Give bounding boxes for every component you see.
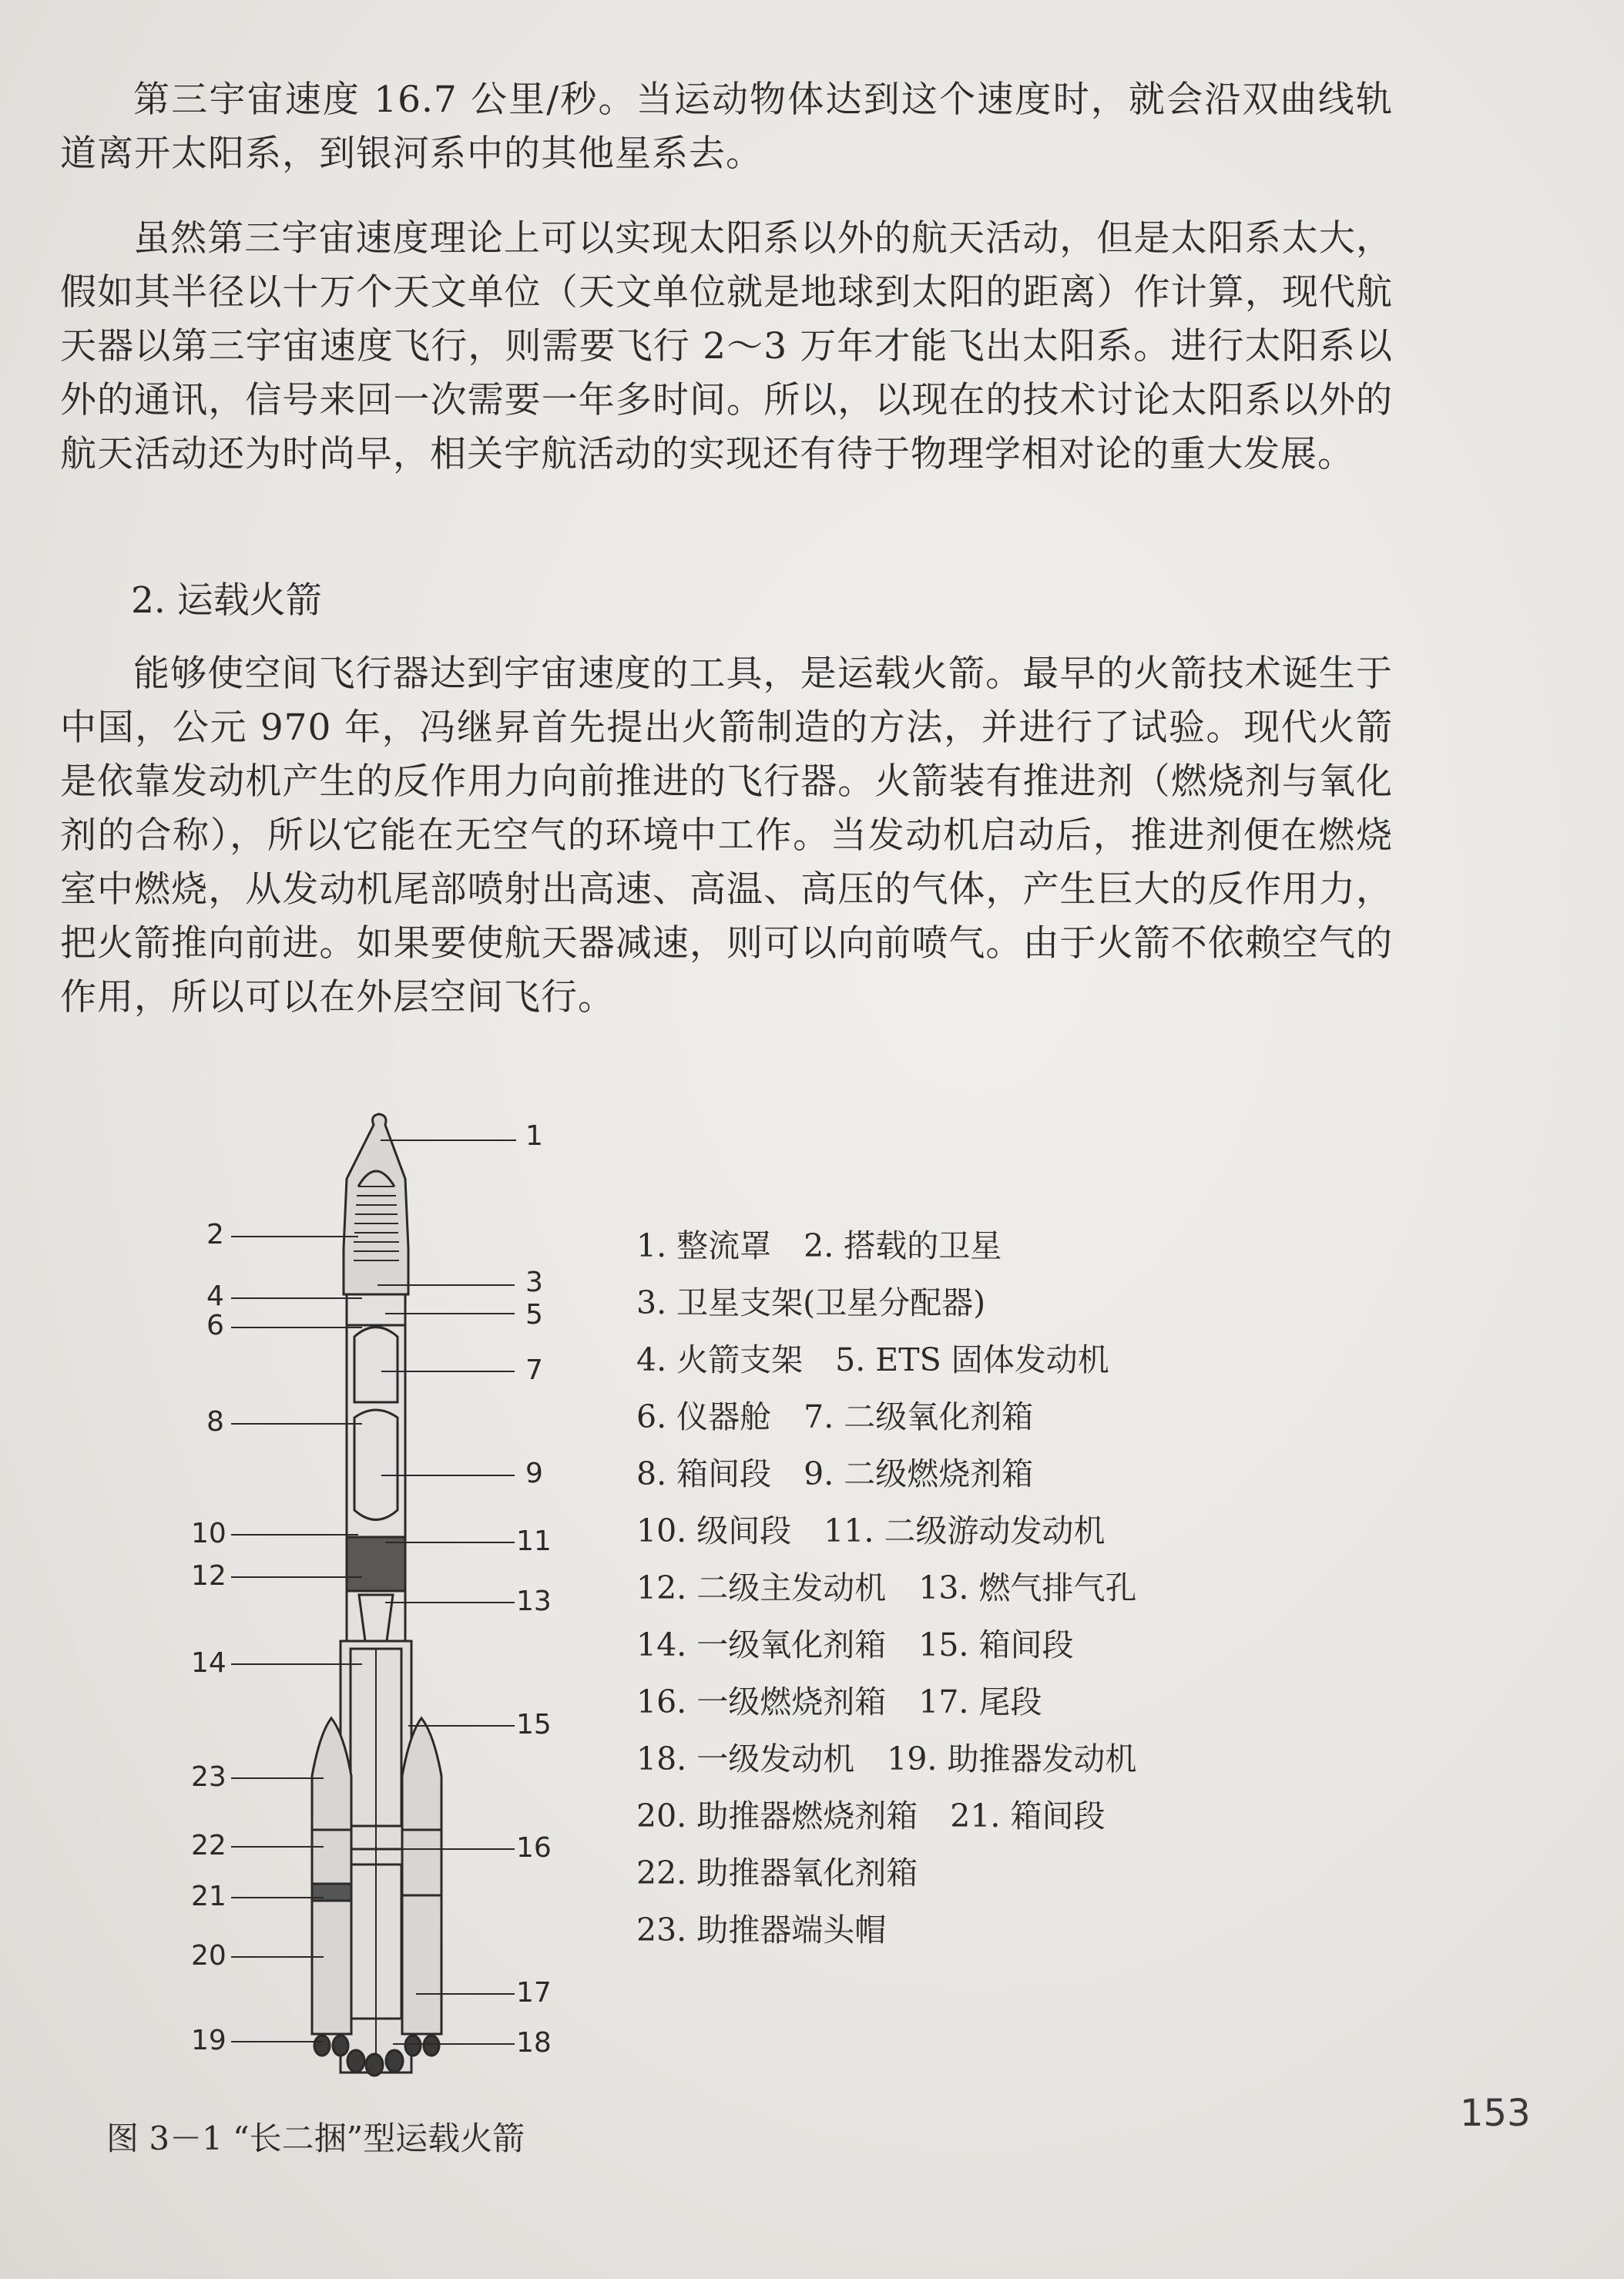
callout-label: 17 [516, 1977, 552, 2009]
figure-caption: 图 3－1 “长二捆”型运载火箭 [106, 2120, 525, 2157]
callout-label: 18 [516, 2027, 552, 2059]
paragraph-3: 能够使空间飞行器达到宇宙速度的工具，是运载火箭。最早的火箭技术诞生于中国，公元 970 年，冯继昇首先提出火箭制造的方法，并进行了试验。现代火箭是依靠发动机产生的反作用力向前推进的飞行器。火箭装有推进剂（燃烧剂与氧化剂的合称），所以它能在无空气的环境中工作。当发动机启动后，推进剂便在燃烧室中燃烧，从发动机尾部喷射出高速、高温、高压的气体，产生巨大的反作用力，把火箭推向前进。如果要使航天器减速，则可以向前喷气。由于火箭不依赖空气的作用，所以可以在外层空间飞行。 [60, 653, 1393, 1019]
legend-item: 5. ETS 固体发动机 [835, 1341, 1109, 1378]
legend-row [636, 1616, 1137, 1673]
legend-item: 15. 箱间段 [918, 1626, 1074, 1663]
callout-label: 1 [525, 1120, 543, 1152]
paragraph-1: 第三宇宙速度 16.7 公里/秒。当运动物体达到这个速度时，就会沿双曲线轨道离开太阳系，到银河系中的其他星系去。 [60, 79, 1393, 175]
legend-item: 18. 一级发动机 [636, 1740, 855, 1777]
page-number: 153 [1460, 2092, 1531, 2135]
callout-label: 5 [525, 1299, 543, 1331]
callout-label: 10 [191, 1518, 226, 1549]
callout-label: 20 [191, 1940, 226, 1972]
legend-item: 13. 燃气排气孔 [918, 1569, 1137, 1606]
legend-item: 8. 箱间段 [636, 1455, 772, 1492]
callout-label: 7 [525, 1354, 543, 1386]
legend-item: 17. 尾段 [918, 1683, 1042, 1720]
callout-label: 9 [525, 1458, 543, 1489]
legend-row [636, 1730, 1137, 1787]
legend-item: 12. 二级主发动机 [636, 1569, 887, 1606]
legend-row [636, 1673, 1137, 1730]
callout-label: 22 [191, 1830, 226, 1861]
legend-item: 22. 助推器氧化剂箱 [636, 1854, 918, 1891]
legend-item: 1. 整流罩 [636, 1227, 772, 1264]
callout-label: 3 [525, 1267, 543, 1298]
callout-label: 11 [516, 1525, 552, 1557]
callout-label: 13 [516, 1586, 552, 1617]
legend-row [636, 1274, 1137, 1331]
callout-label: 4 [206, 1280, 224, 1312]
legend-item: 16. 一级燃烧剂箱 [636, 1683, 887, 1720]
legend-item: 23. 助推器端头帽 [636, 1911, 887, 1948]
callout-label: 15 [516, 1709, 552, 1740]
legend-row [636, 1217, 1137, 1274]
legend-row [636, 1844, 1137, 1901]
legend-row [636, 1901, 1137, 1958]
legend-row [636, 1331, 1137, 1388]
legend-row [636, 1787, 1137, 1844]
callout-label: 23 [191, 1761, 226, 1793]
legend-item: 11. 二级游动发动机 [824, 1512, 1106, 1549]
paragraph-2: 虽然第三宇宙速度理论上可以实现太阳系以外的航天活动，但是太阳系太大，假如其半径以十万个天文单位（天文单位就是地球到太阳的距离）作计算，现代航天器以第三宇宙速度飞行，则需要飞行 2～3 万年才能飞出太阳系。进行太阳系以外的通讯，信号来回一次需要一年多时间。所以，以现在的技术讨论太阳系以外的航天活动还为时尚早，相关宇航活动的实现还有待于物理学相对论的重大发展。 [60, 217, 1393, 475]
legend-item: 21. 箱间段 [950, 1797, 1106, 1834]
legend-item: 14. 一级氧化剂箱 [636, 1626, 887, 1663]
callout-label: 8 [206, 1406, 224, 1438]
callout-label: 14 [191, 1647, 226, 1679]
legend-item: 9. 二级燃烧剂箱 [804, 1455, 1034, 1492]
legend-item: 6. 仪器舱 [636, 1398, 772, 1435]
callout-label: 21 [191, 1881, 226, 1912]
legend-item: 4. 火箭支架 [636, 1341, 804, 1378]
rocket-figure [177, 1109, 578, 2088]
legend-row [636, 1388, 1137, 1445]
legend-item: 3. 卫星支架(卫星分配器) [636, 1284, 986, 1321]
legend-item: 10. 级间段 [636, 1512, 792, 1549]
callout-label: 19 [191, 2025, 226, 2056]
callout-label: 16 [516, 1832, 552, 1864]
figure-legend [636, 1217, 1137, 1958]
legend-item: 7. 二级氧化剂箱 [804, 1398, 1034, 1435]
legend-row [636, 1445, 1137, 1502]
callout-label: 2 [206, 1219, 224, 1250]
legend-row [636, 1502, 1137, 1559]
section-heading: 2. 运载火箭 [131, 579, 322, 622]
legend-item: 20. 助推器燃烧剂箱 [636, 1797, 918, 1834]
callout-label: 12 [191, 1560, 226, 1592]
legend-item: 19. 助推器发动机 [887, 1740, 1137, 1777]
callout-label: 6 [206, 1310, 224, 1341]
legend-row [636, 1559, 1137, 1616]
legend-item: 2. 搭载的卫星 [804, 1227, 1002, 1264]
